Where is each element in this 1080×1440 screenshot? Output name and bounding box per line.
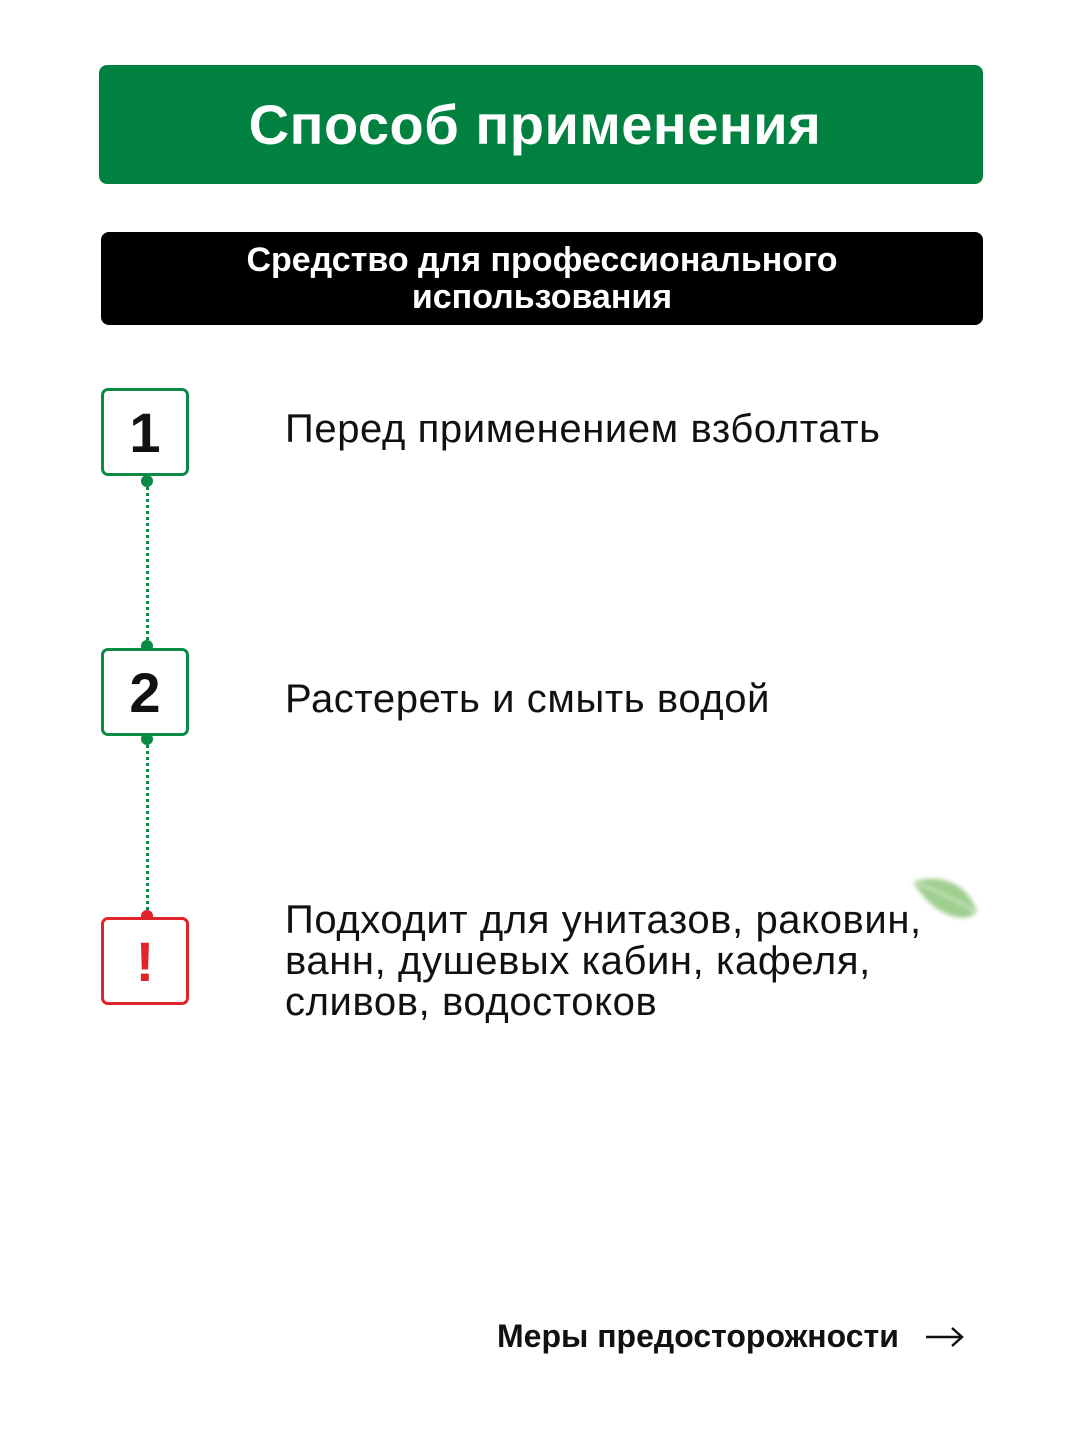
step-text: Перед применением взболтать [285, 407, 881, 451]
warning-icon: ! [135, 929, 155, 993]
connector-dot [141, 475, 153, 487]
title-banner [99, 65, 983, 184]
step-connector-1-2 [146, 481, 149, 646]
step-number-badge [101, 388, 189, 476]
page-subtitle: Средство для профессионального использования [246, 240, 838, 316]
step-text: Растереть и смыть водой [285, 677, 771, 721]
step-number: 2 [129, 660, 161, 724]
step-connector-2-3 [146, 740, 149, 916]
page-title: Способ применения [248, 93, 822, 156]
step-number-badge [101, 648, 189, 736]
connector-dot [141, 733, 153, 745]
warning-badge [101, 917, 189, 1005]
leaf-icon [905, 872, 985, 932]
precautions-link-label: Меры предосторожности [497, 1318, 899, 1354]
arrow-right-icon [925, 1325, 965, 1349]
subtitle-banner [101, 232, 983, 325]
step-text: Подходит для унитазов, раковин, ванн, душевых кабин, кафеля, сливов, водостоков [285, 898, 922, 1024]
step-number: 1 [129, 400, 161, 464]
precautions-link[interactable] [497, 1318, 965, 1355]
